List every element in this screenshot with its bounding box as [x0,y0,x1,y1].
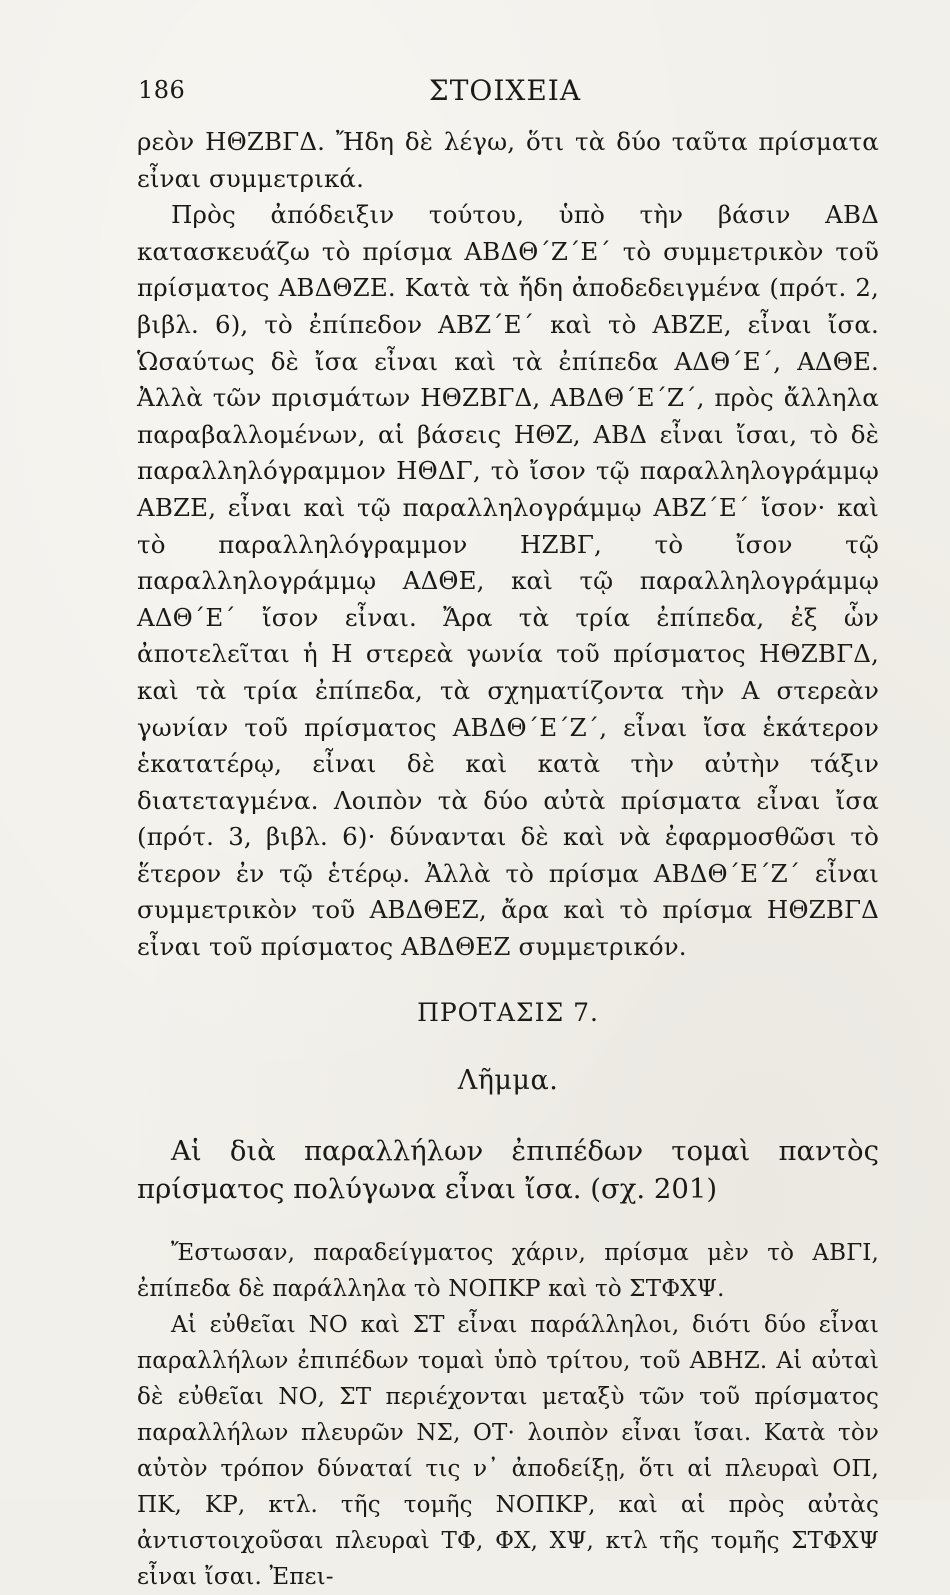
running-head [138,72,872,112]
lemma-setup: Ἔστωσαν, παραδείγματος χάριν, πρίσμα μὲν τὸ ΑΒΓΙ, ἐπίπεδα δὲ παράλληλα τὸ ΝΟΠΚΡ καὶ τὸ ΣΤΦΧΨ. [137,1240,879,1303]
lemma-heading: Λῆμμα. [457,1064,559,1096]
lemma-proof: Αἱ εὐθεῖαι ΝΟ καὶ ΣΤ εἶναι παράλληλοι, διότι δύο εἶναι παραλλήλων ἐπιπέδων τομαὶ ὑπὸ τρίτου, τοῦ ΑΒΗΖ. Αἱ αὐταὶ δὲ εὐθεῖαι ΝΟ, ΣΤ περιέχονται μεταξὺ τῶν τοῦ πρίσματος παραλλήλων πλευρῶν ΝΣ, ΟΤ· λοιπὸν εἶναι ἴσαι. Κατὰ τὸν αὐτὸν τρόπον δύναταί τις ν᾽ ἀποδείξῃ, ὅτι αἱ πλευραὶ ΟΠ, ΠΚ, ΚΡ, κτλ. τῆς τομῆς ΝΟΠΚΡ, καὶ αἱ πρὸς αὐτὰς ἀντιστοιχοῦσαι πλευραὶ ΤΦ, ΦΧ, ΧΨ, κτλ τῆς τομῆς ΣΤΦΧΨ εἶναι ἴσαι. Ἐπει- [137,1312,879,1591]
proposition-heading: ΠΡΟΤΑΣΙΣ 7. [417,997,599,1027]
paragraph-proof: Πρὸς ἀπόδειξιν τούτου, ὑπὸ τὴν βάσιν ΑΒΔ κατασκευάζω τὸ πρίσμα ΑΒΔΘ΄Ζ΄Ε΄ τὸ συμμετρικὸν τοῦ πρίσματος ΑΒΔΘΖΕ. Κατὰ τὰ ἤδη ἀποδεδειγμένα (πρότ. 2, βιβλ. 6), τὸ ἐπίπεδον ΑΒΖ΄Ε΄ καὶ τὸ ΑΒΖΕ, εἶναι ἴσα. Ὡσαύτως δὲ ἴσα εἶναι καὶ τὰ ἐπίπεδα ΑΔΘ΄Ε΄, ΑΔΘΕ. Ἀλλὰ τῶν πρισμάτων ΗΘΖΒΓΔ, ΑΒΔΘ΄Ε΄Ζ΄, πρὸς ἄλληλα παραβαλλομένων, αἱ βάσεις ΗΘΖ, ΑΒΔ εἶναι ἴσαι, τὸ δὲ παραλληλόγραμμον ΗΘΔΓ, τὸ ἴσον τῷ παραλληλογράμμῳ ΑΒΖΕ, εἶναι καὶ τῷ παραλληλογράμμῳ ΑΒΖ΄Ε΄ ἴσον· καὶ τὸ παραλληλόγραμμον ΗΖΒΓ, τὸ ἴσον τῷ παραλληλογράμμῳ ΑΔΘΕ, καὶ τῷ παραλληλογράμμῳ ΑΔΘ΄Ε΄ ἴσον εἶναι. Ἄρα τὰ τρία ἐπίπεδα, ἐξ ὧν ἀποτελεῖται ἡ Η στερεὰ γωνία τοῦ πρίσματος ΗΘΖΒΓΔ, καὶ τὰ τρία ἐπίπεδα, τὰ σχηματίζοντα τὴν Α στερεὰν γωνίαν τοῦ πρίσματος ΑΒΔΘ΄Ε΄Ζ΄, εἶναι ἴσα ἑκάτερον ἑκατατέρῳ, εἶναι δὲ καὶ κατὰ τὴν αὐτὴν τάξιν διατεταγμένα. Λοιπὸν τὰ δύο αὐτὰ πρίσματα εἶναι ἴσα (πρότ. 3, βιβλ. 6)· δύνανται δὲ καὶ νὰ ἐφαρμοσθῶσι τὸ ἕτερον ἐν τῷ ἑτέρῳ. Ἀλλὰ τὸ πρίσμα ΑΒΔΘ΄Ε΄Ζ΄ εἶναι συμμετρικὸν τοῦ ΑΒΔΘΕΖ, ἄρα καὶ τὸ πρίσμα ΗΘΖΒΓΔ εἶναι τοῦ πρίσματος ΑΒΔΘΕΖ συμμετρικόν. [137,200,879,962]
running-title: ΣΤΟΙΧΕΙΑ [428,74,582,107]
paragraph-continuation: ρεὸν ΗΘΖΒΓΔ. Ἤδη δὲ λέγω, ὅτι τὰ δύο ταῦτα πρίσματα εἶναι συμμετρικά. [137,127,879,193]
page-number: 186 [138,76,186,104]
lemma-statement: Αἱ διὰ παραλλήλων ἐπιπέδων τομαὶ παντὸς πρίσματος πολύγωνα εἶναι ἴσα. (σχ. 201) [137,1134,879,1205]
page-body [137,124,879,1595]
